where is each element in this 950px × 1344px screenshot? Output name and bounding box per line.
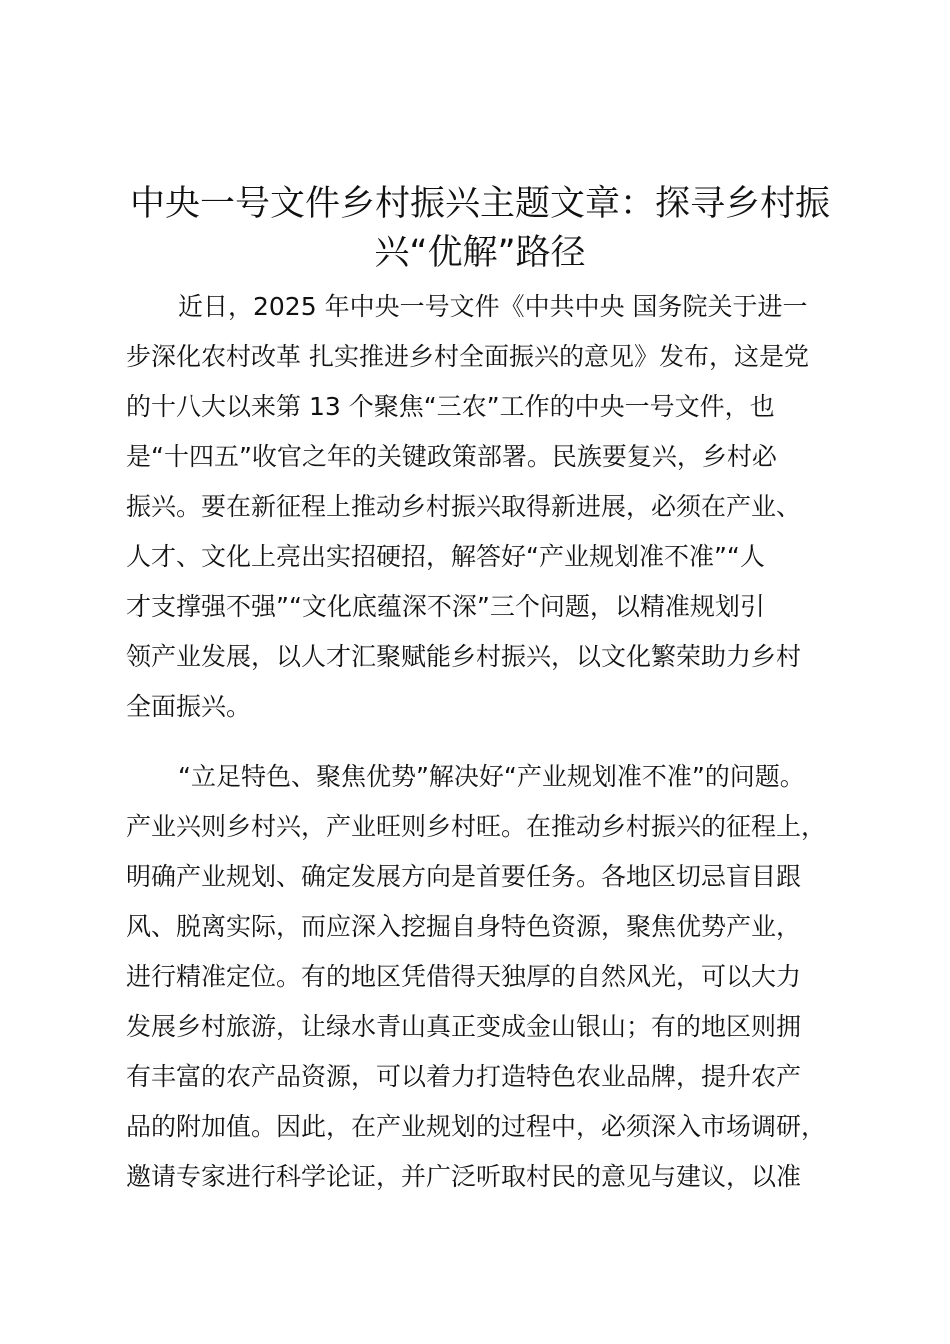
text-line: 风、脱离实际，而应深入挖掘自身特色资源，聚焦优势产业， bbox=[126, 912, 802, 941]
title-line: 兴“优解”路径 bbox=[374, 233, 586, 273]
text-line: 领产业发展，以人才汇聚赋能乡村振兴，以文化繁荣助力乡村 bbox=[126, 642, 802, 671]
text-line: 发展乡村旅游，让绿水青山真正变成金山银山；有的地区则拥 bbox=[126, 1012, 802, 1041]
text-line: 是“十四五”收官之年的关键政策部署。民族要复兴，乡村必 bbox=[126, 442, 777, 471]
text-line: 步深化农村改革 扎实推进乡村全面振兴的意见》发布，这是党 bbox=[126, 342, 809, 371]
text-line: 全面振兴。 bbox=[126, 692, 252, 721]
text-line: 品的附加值。因此，在产业规划的过程中，必须深入市场调研， bbox=[126, 1112, 827, 1141]
text-line: 的十八大以来第 13 个聚焦“三农”工作的中央一号文件，也 bbox=[126, 392, 775, 421]
text-line: 人才、文化上亮出实招硬招，解答好“产业规划准不准”“人 bbox=[126, 542, 765, 571]
text-line: 进行精准定位。有的地区凭借得天独厚的自然风光，可以大力 bbox=[126, 962, 802, 991]
text-line: 产业兴则乡村兴，产业旺则乡村旺。在推动乡村振兴的征程上， bbox=[126, 812, 827, 841]
text-line: 邀请专家进行科学论证，并广泛听取村民的意见与建议，以准 bbox=[126, 1162, 802, 1191]
text-line: 有丰富的农产品资源，可以着力打造特色农业品牌，提升农产 bbox=[126, 1062, 802, 1091]
page-title bbox=[110, 180, 850, 278]
title-line: 中央一号文件乡村振兴主题文章：探寻乡村振 bbox=[129, 184, 830, 224]
text-line: 才支撑强不强”“文化底蕴深不深”三个问题，以精准规划引 bbox=[126, 592, 765, 621]
paragraph-1 bbox=[126, 282, 866, 732]
text-line: 近日，2025 年中央一号文件《中共中央 国务院关于进一 bbox=[178, 292, 808, 321]
paragraph-2 bbox=[126, 752, 866, 1202]
text-line: 明确产业规划、确定发展方向是首要任务。各地区切忌盲目跟 bbox=[126, 862, 802, 891]
text-line: “立足特色、聚焦优势”解决好“产业规划准不准”的问题。 bbox=[178, 762, 805, 791]
article-body bbox=[126, 282, 866, 1222]
text-line: 振兴。要在新征程上推动乡村振兴取得新进展，必须在产业、 bbox=[126, 492, 802, 521]
